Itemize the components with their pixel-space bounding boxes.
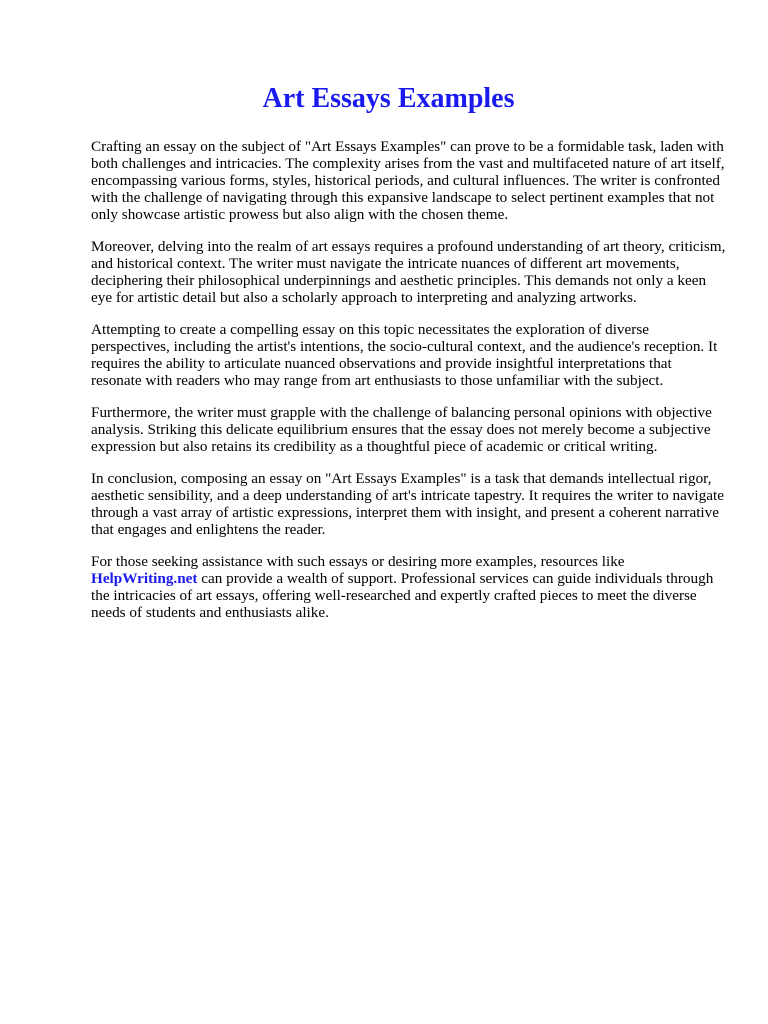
paragraph-conclusion: In conclusion, composing an essay on "Art Essays Examples" is a task that demands intellectual rigor, aesthetic sensibility, and a deep understanding of art's intricate tapestry. It requires the writer to navigate through a vast array of artistic expressions, interpret them with insight, and present a coherent narrative that engages and enlightens the reader. [91, 470, 724, 538]
paragraph-balance: Furthermore, the writer must grapple with the challenge of balancing personal opinions with objective analysis. Striking this delicate equilibrium ensures that the essay does not merely become a subjective expression but also retains its credibility as a thoughtful piece of academic or critical writing. [91, 404, 712, 455]
resources-text-before: For those seeking assistance with such essays or desiring more examples, resources like [91, 553, 625, 570]
page-title: Art Essays Examples [262, 83, 515, 114]
paragraph-intro: Crafting an essay on the subject of "Art Essays Examples" can prove to be a formidable task, laden with both challenges and intricacies. The complexity arises from the vast and multifaceted nature of art itself, encompassing various forms, styles, historical periods, and cultural influences. The writer is confronted with the challenge of navigating through this expansive landscape to select pertinent examples that not only showcase artistic prowess but also align with the chosen theme. [91, 138, 725, 223]
helpwriting-link[interactable]: HelpWriting.net [91, 570, 198, 587]
paragraph-perspectives: Attempting to create a compelling essay on this topic necessitates the exploration of diverse perspectives, including the artist's intentions, the socio-cultural context, and the audience's reception. It requires the ability to articulate nuanced observations and provide insightful interpretations that resonate with readers who may range from art enthusiasts to those unfamiliar with the subject. [91, 321, 718, 389]
paragraph-theory: Moreover, delving into the realm of art essays requires a profound understanding of art theory, criticism, and historical context. The writer must navigate the intricate nuances of different art movements, deciphering their philosophical underpinnings and aesthetic principles. This demands not only a keen eye for artistic detail but also a scholarly approach to interpreting and analyzing artworks. [91, 238, 726, 306]
paragraph-resources [91, 553, 726, 621]
resources-text-after: can provide a wealth of support. Professional services can guide individuals through the intricacies of art essays, offering well-researched and expertly crafted pieces to meet the diverse needs of students and enthusiasts alike. [91, 570, 714, 621]
